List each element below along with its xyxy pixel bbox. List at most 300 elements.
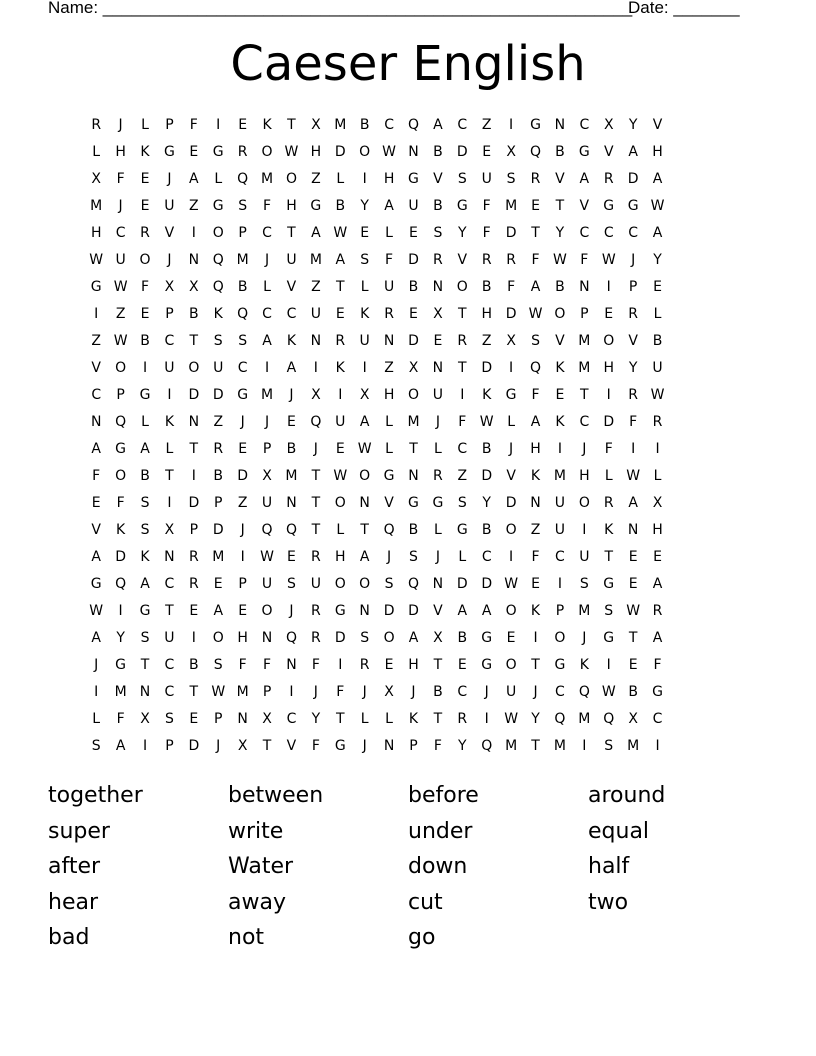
grid-letter: A bbox=[91, 441, 101, 457]
grid-letter: D bbox=[115, 549, 126, 565]
grid-letter: P bbox=[238, 225, 247, 241]
grid-letter: K bbox=[530, 468, 541, 484]
grid-letter: I bbox=[338, 657, 343, 673]
grid-letter: Q bbox=[261, 522, 273, 538]
grid-letter: Q bbox=[407, 576, 419, 592]
word-list-item: under bbox=[408, 818, 473, 844]
grid-letter: L bbox=[433, 441, 442, 457]
grid-letter: P bbox=[555, 603, 565, 619]
grid-letter: M bbox=[578, 711, 591, 727]
grid-letter: O bbox=[139, 252, 151, 268]
grid-row bbox=[84, 247, 732, 274]
grid-letter: I bbox=[557, 576, 562, 592]
grid-letter: L bbox=[385, 711, 393, 727]
grid-letter: V bbox=[384, 495, 394, 511]
grid-letter: E bbox=[604, 306, 614, 322]
grid-letter: F bbox=[531, 387, 540, 403]
grid-letter: N bbox=[408, 468, 419, 484]
grid-letter: N bbox=[383, 738, 395, 754]
grid-letter: G bbox=[530, 117, 541, 133]
grid-letter: A bbox=[652, 225, 663, 241]
grid-letter: O bbox=[505, 522, 517, 538]
grid-letter: U bbox=[164, 360, 175, 376]
grid-letter: R bbox=[628, 387, 638, 403]
grid-letter: Q bbox=[383, 522, 395, 538]
grid-letter: K bbox=[555, 360, 565, 376]
grid-letter: M bbox=[553, 468, 566, 484]
grid-letter: R bbox=[457, 333, 468, 349]
grid-letter: K bbox=[262, 117, 272, 133]
grid-letter: N bbox=[359, 603, 370, 619]
grid-letter: T bbox=[311, 522, 321, 538]
grid-letter: J bbox=[167, 171, 172, 187]
grid-letter: D bbox=[505, 225, 517, 241]
grid-letter: Q bbox=[212, 252, 224, 268]
grid-letter: V bbox=[91, 522, 101, 538]
grid-letter: T bbox=[531, 657, 540, 673]
grid-letter: B bbox=[433, 684, 443, 700]
grid-letter: R bbox=[213, 441, 224, 457]
grid-letter: M bbox=[578, 603, 591, 619]
grid-letter: T bbox=[165, 468, 174, 484]
grid-letter: F bbox=[140, 279, 150, 295]
grid-letter: A bbox=[579, 171, 590, 187]
grid-letter: A bbox=[213, 603, 224, 619]
word-list-item: Water bbox=[228, 854, 294, 879]
grid-letter: Y bbox=[458, 738, 467, 754]
grid-letter: W bbox=[504, 711, 519, 727]
grid-letter: H bbox=[383, 171, 395, 187]
word-list-item: not bbox=[228, 925, 265, 950]
grid-letter: F bbox=[580, 252, 589, 268]
grid-letter: E bbox=[189, 603, 199, 619]
grid-letter: R bbox=[506, 252, 516, 268]
grid-letter: I bbox=[289, 684, 294, 700]
grid-letter: O bbox=[505, 603, 517, 619]
grid-letter: P bbox=[409, 738, 418, 754]
grid-letter: S bbox=[457, 171, 467, 187]
grid-letter: L bbox=[165, 441, 174, 457]
grid-letter: P bbox=[214, 495, 223, 511]
grid-letter: B bbox=[652, 333, 663, 349]
grid-letter: T bbox=[458, 360, 467, 376]
grid-letter: L bbox=[385, 414, 393, 430]
grid-letter: Q bbox=[578, 684, 590, 700]
grid-letter: D bbox=[212, 522, 224, 538]
grid-letter: Z bbox=[311, 171, 321, 187]
grid-letter: A bbox=[335, 252, 346, 268]
grid-letter: J bbox=[362, 684, 367, 700]
word-list-item: cut bbox=[408, 889, 443, 915]
grid-letter: H bbox=[237, 630, 248, 646]
grid-letter: C bbox=[652, 711, 663, 727]
grid-letter: T bbox=[189, 684, 199, 700]
grid-letter: R bbox=[652, 603, 663, 619]
grid-letter: J bbox=[118, 198, 123, 214]
grid-letter: D bbox=[481, 576, 493, 592]
grid-letter: M bbox=[553, 738, 566, 754]
grid-letter: C bbox=[579, 117, 590, 133]
grid-letter: U bbox=[115, 252, 126, 268]
grid-letter: C bbox=[555, 549, 565, 565]
grid-letter: I bbox=[362, 360, 367, 376]
grid-letter: U bbox=[432, 387, 444, 403]
grid-letter: Y bbox=[628, 117, 638, 133]
grid-letter: T bbox=[189, 441, 199, 457]
grid-letter: Q bbox=[530, 360, 542, 376]
grid-row bbox=[84, 571, 732, 598]
grid-letter: G bbox=[163, 144, 175, 160]
grid-letter: I bbox=[191, 630, 196, 646]
grid-letter: F bbox=[116, 495, 125, 511]
grid-letter: C bbox=[115, 225, 126, 241]
grid-letter: N bbox=[90, 414, 102, 430]
grid-letter: D bbox=[481, 360, 493, 376]
grid-letter: B bbox=[481, 279, 492, 295]
grid-letter: T bbox=[165, 603, 174, 619]
grid-letter: Y bbox=[458, 225, 467, 241]
grid-letter: E bbox=[628, 576, 638, 592]
grid-letter: A bbox=[286, 360, 297, 376]
grid-letter: U bbox=[261, 495, 273, 511]
grid-letter: D bbox=[237, 468, 249, 484]
grid-letter: B bbox=[433, 144, 443, 160]
grid-letter: W bbox=[553, 252, 567, 268]
grid-letter: E bbox=[91, 495, 101, 511]
grid-letter: G bbox=[481, 657, 493, 673]
grid-letter: Y bbox=[311, 711, 321, 727]
grid-letter: G bbox=[481, 630, 493, 646]
grid-letter: Z bbox=[91, 333, 101, 349]
grid-letter: D bbox=[456, 576, 468, 592]
grid-letter: L bbox=[433, 522, 442, 538]
grid-letter: U bbox=[310, 576, 321, 592]
grid-letter: A bbox=[652, 576, 663, 592]
grid-letter: W bbox=[284, 144, 299, 160]
grid-letter: M bbox=[261, 387, 274, 403]
grid-letter: V bbox=[164, 225, 175, 241]
grid-letter: E bbox=[335, 306, 345, 322]
grid-letter: B bbox=[335, 198, 346, 214]
grid-letter: D bbox=[408, 252, 419, 268]
grid-letter: A bbox=[262, 333, 272, 349]
grid-letter: J bbox=[240, 414, 245, 430]
grid-letter: D bbox=[603, 414, 615, 430]
grid-letter: Y bbox=[116, 630, 125, 646]
grid-letter: N bbox=[432, 360, 444, 376]
grid-letter: R bbox=[433, 252, 443, 268]
grid-letter: M bbox=[212, 549, 225, 565]
grid-letter: O bbox=[212, 630, 224, 646]
grid-letter: J bbox=[533, 684, 538, 700]
grid-letter: R bbox=[359, 657, 370, 673]
grid-letter: I bbox=[167, 495, 172, 511]
grid-letter: C bbox=[237, 360, 248, 376]
grid-letter: P bbox=[580, 306, 589, 322]
grid-letter: H bbox=[383, 387, 395, 403]
grid-letter: A bbox=[359, 549, 370, 565]
grid-letter: I bbox=[240, 549, 245, 565]
grid-row bbox=[84, 733, 732, 760]
grid-row bbox=[84, 139, 732, 166]
grid-letter: Z bbox=[189, 198, 199, 214]
grid-letter: L bbox=[385, 441, 393, 457]
grid-letter: P bbox=[262, 441, 272, 457]
grid-letter: M bbox=[578, 360, 591, 376]
grid-letter: N bbox=[383, 333, 395, 349]
grid-letter: R bbox=[384, 306, 394, 322]
grid-letter: T bbox=[360, 522, 369, 538]
grid-letter: B bbox=[408, 522, 419, 538]
grid-letter: D bbox=[383, 603, 395, 619]
grid-letter: C bbox=[262, 306, 272, 322]
grid-letter: J bbox=[582, 630, 587, 646]
grid-letter: F bbox=[385, 252, 394, 268]
grid-letter: J bbox=[313, 684, 318, 700]
grid-letter: L bbox=[458, 549, 467, 565]
grid-letter: G bbox=[554, 657, 566, 673]
grid-letter: V bbox=[506, 468, 516, 484]
grid-letter: A bbox=[384, 198, 394, 214]
grid-letter: X bbox=[164, 522, 175, 538]
grid-letter: L bbox=[507, 414, 516, 430]
grid-letter: F bbox=[653, 657, 662, 673]
grid-letter: W bbox=[626, 603, 641, 619]
grid-letter: Q bbox=[212, 279, 224, 295]
grid-letter: Q bbox=[285, 630, 297, 646]
grid-letter: R bbox=[310, 630, 321, 646]
grid-letter: A bbox=[530, 414, 541, 430]
grid-letter: H bbox=[286, 198, 297, 214]
word-list-item: two bbox=[588, 889, 629, 915]
grid-letter: X bbox=[237, 738, 248, 754]
grid-letter: I bbox=[216, 117, 221, 133]
name-field-label: Name: ________________________________________________________ bbox=[48, 0, 633, 17]
grid-letter: M bbox=[407, 414, 420, 430]
grid-letter: Z bbox=[530, 522, 541, 538]
grid-letter: J bbox=[240, 522, 245, 538]
grid-row bbox=[84, 274, 732, 301]
grid-letter: V bbox=[628, 333, 638, 349]
grid-letter: I bbox=[509, 360, 514, 376]
grid-letter: X bbox=[506, 144, 516, 160]
grid-letter: R bbox=[433, 468, 443, 484]
grid-letter: S bbox=[213, 657, 223, 673]
grid-letter: S bbox=[238, 198, 248, 214]
grid-letter: I bbox=[142, 738, 148, 754]
grid-letter: U bbox=[335, 414, 346, 430]
grid-letter: C bbox=[457, 684, 468, 700]
grid-letter: E bbox=[360, 225, 370, 241]
grid-letter: U bbox=[213, 360, 224, 376]
grid-letter: B bbox=[359, 117, 370, 133]
grid-letter: G bbox=[212, 198, 224, 214]
grid-letter: H bbox=[481, 306, 492, 322]
grid-letter: C bbox=[457, 441, 468, 457]
grid-letter: I bbox=[191, 225, 196, 241]
grid-letter: D bbox=[456, 144, 468, 160]
grid-letter: Z bbox=[384, 360, 394, 376]
grid-letter: U bbox=[164, 630, 175, 646]
grid-letter: I bbox=[606, 387, 611, 403]
grid-letter: C bbox=[164, 657, 175, 673]
grid-letter: M bbox=[285, 468, 298, 484]
grid-letter: L bbox=[360, 711, 369, 727]
grid-letter: H bbox=[603, 360, 614, 376]
grid-letter: U bbox=[261, 576, 273, 592]
grid-letter: C bbox=[286, 306, 297, 322]
grid-letter: M bbox=[627, 738, 640, 754]
grid-letter: T bbox=[604, 549, 614, 565]
grid-letter: O bbox=[115, 468, 127, 484]
grid-letter: E bbox=[409, 225, 418, 241]
grid-letter: N bbox=[579, 279, 590, 295]
date-field-label: Date: _______ bbox=[628, 0, 740, 17]
grid-letter: F bbox=[482, 198, 491, 214]
grid-row bbox=[84, 382, 732, 409]
word-list-item: equal bbox=[588, 818, 650, 844]
grid-letter: X bbox=[628, 711, 638, 727]
grid-letter: G bbox=[432, 495, 444, 511]
grid-letter: Y bbox=[628, 360, 638, 376]
grid-letter: R bbox=[603, 171, 614, 187]
word-list-item: super bbox=[48, 818, 110, 844]
grid-letter: E bbox=[287, 414, 296, 430]
grid-letter: N bbox=[359, 495, 370, 511]
grid-letter: P bbox=[262, 684, 272, 700]
grid-letter: C bbox=[555, 684, 565, 700]
grid-row bbox=[84, 436, 732, 463]
grid-letter: U bbox=[652, 360, 663, 376]
grid-letter: N bbox=[432, 279, 444, 295]
grid-letter: A bbox=[628, 495, 638, 511]
grid-letter: M bbox=[309, 252, 322, 268]
grid-letter: T bbox=[311, 495, 321, 511]
grid-letter: J bbox=[289, 603, 294, 619]
grid-letter: B bbox=[237, 279, 248, 295]
grid-letter: M bbox=[236, 684, 249, 700]
word-list-item: hear bbox=[48, 889, 99, 915]
grid-letter: X bbox=[433, 630, 443, 646]
grid-letter: W bbox=[211, 684, 226, 700]
grid-letter: O bbox=[603, 333, 615, 349]
page-title: Caeser English bbox=[230, 36, 586, 92]
grid-letter: R bbox=[457, 711, 468, 727]
grid-letter: F bbox=[531, 252, 540, 268]
grid-letter: Q bbox=[407, 117, 419, 133]
grid-letter: K bbox=[116, 522, 126, 538]
grid-letter: G bbox=[603, 630, 615, 646]
grid-letter: N bbox=[261, 630, 273, 646]
grid-letter: X bbox=[262, 468, 272, 484]
grid-letter: F bbox=[263, 198, 272, 214]
grid-letter: W bbox=[357, 441, 372, 457]
grid-letter: R bbox=[335, 333, 346, 349]
grid-letter: Y bbox=[531, 711, 540, 727]
grid-letter: S bbox=[409, 549, 418, 565]
grid-row bbox=[84, 301, 732, 328]
grid-letter: Q bbox=[603, 711, 615, 727]
grid-letter: K bbox=[335, 360, 345, 376]
grid-letter: N bbox=[627, 522, 639, 538]
grid-letter: J bbox=[435, 549, 440, 565]
grid-letter: R bbox=[237, 144, 248, 160]
grid-letter: X bbox=[433, 306, 443, 322]
grid-letter: E bbox=[140, 171, 150, 187]
grid-letter: B bbox=[457, 630, 468, 646]
grid-letter: V bbox=[555, 333, 565, 349]
grid-letter: O bbox=[359, 468, 371, 484]
grid-letter: I bbox=[118, 603, 123, 619]
grid-letter: B bbox=[286, 441, 297, 457]
grid-letter: G bbox=[139, 387, 151, 403]
grid-letter: M bbox=[236, 252, 249, 268]
grid-letter: Y bbox=[653, 252, 662, 268]
grid-letter: I bbox=[509, 549, 514, 565]
grid-letter: I bbox=[142, 360, 148, 376]
grid-letter: G bbox=[115, 441, 127, 457]
grid-letter: O bbox=[383, 630, 395, 646]
grid-letter: B bbox=[140, 468, 150, 484]
grid-letter: G bbox=[505, 387, 517, 403]
grid-letter: I bbox=[606, 657, 611, 673]
grid-letter: N bbox=[554, 117, 566, 133]
grid-letter: I bbox=[582, 522, 587, 538]
grid-letter: T bbox=[531, 738, 540, 754]
grid-letter: G bbox=[652, 684, 663, 700]
grid-letter: G bbox=[603, 198, 615, 214]
grid-letter: R bbox=[628, 306, 638, 322]
grid-letter: F bbox=[458, 414, 467, 430]
grid-letter: Z bbox=[237, 495, 248, 511]
grid-letter: M bbox=[505, 198, 518, 214]
grid-row bbox=[84, 112, 732, 139]
grid-letter: T bbox=[555, 198, 565, 214]
grid-letter: B bbox=[140, 333, 150, 349]
grid-row bbox=[84, 166, 732, 193]
grid-row bbox=[84, 463, 732, 490]
grid-letter: G bbox=[237, 387, 249, 403]
grid-letter: L bbox=[263, 279, 271, 295]
grid-letter: T bbox=[335, 711, 345, 727]
grid-letter: T bbox=[628, 630, 638, 646]
grid-letter: M bbox=[261, 171, 274, 187]
grid-letter: S bbox=[238, 333, 248, 349]
grid-letter: K bbox=[360, 306, 370, 322]
grid-letter: R bbox=[652, 414, 663, 430]
grid-letter: O bbox=[212, 225, 224, 241]
grid-letter: E bbox=[238, 441, 248, 457]
grid-letter: S bbox=[140, 522, 150, 538]
grid-letter: R bbox=[188, 549, 199, 565]
grid-letter: S bbox=[360, 252, 370, 268]
grid-letter: V bbox=[91, 360, 101, 376]
grid-letter: V bbox=[652, 117, 663, 133]
grid-letter: U bbox=[310, 306, 321, 322]
grid-letter: D bbox=[188, 738, 200, 754]
grid-letter: G bbox=[212, 144, 224, 160]
grid-letter: A bbox=[140, 441, 150, 457]
grid-letter: U bbox=[383, 279, 395, 295]
grid-letter: A bbox=[115, 738, 126, 754]
grid-letter: E bbox=[653, 279, 662, 295]
grid-letter: K bbox=[604, 522, 614, 538]
grid-letter: M bbox=[90, 198, 103, 214]
grid-letter: F bbox=[116, 711, 125, 727]
grid-letter: I bbox=[533, 630, 538, 646]
grid-letter: C bbox=[457, 117, 468, 133]
grid-letter: G bbox=[578, 144, 590, 160]
